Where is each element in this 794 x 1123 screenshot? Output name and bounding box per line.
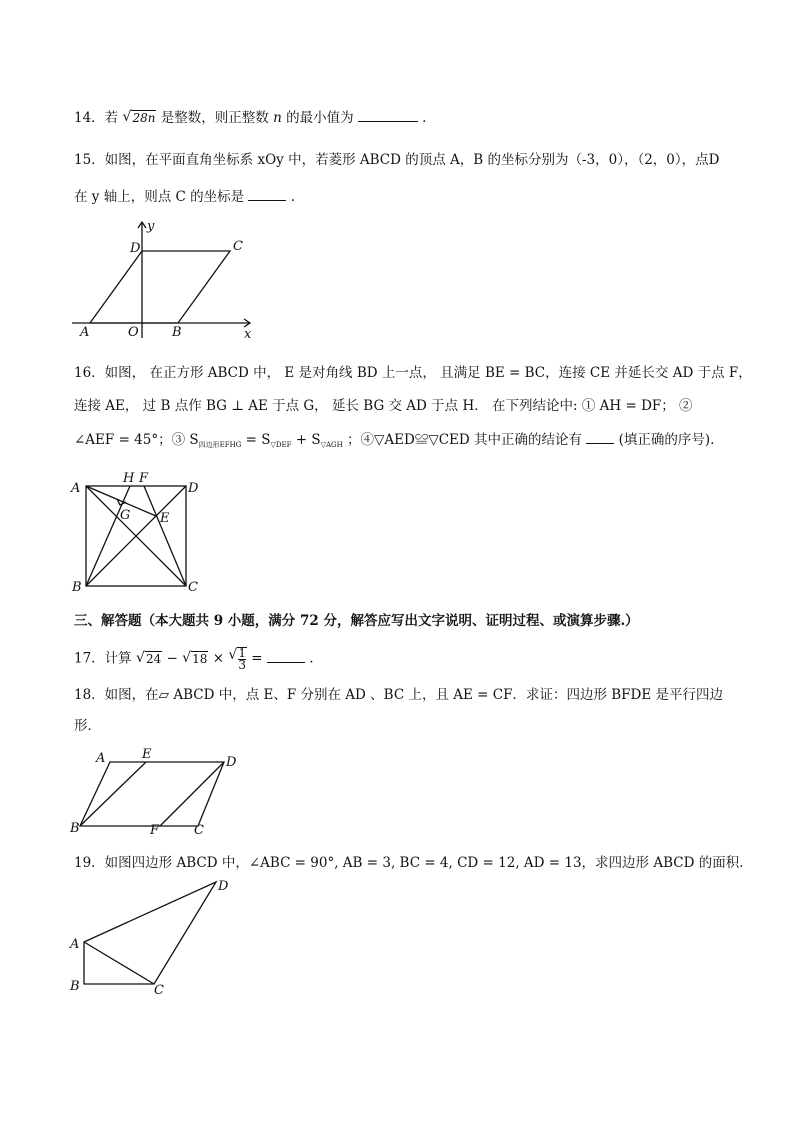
label-C: C: [154, 983, 164, 998]
label-A: A: [80, 325, 90, 340]
question-16-line3: ∠AEF = 45°；③ $S_{四边形EFHG} = S_{▽DEF} + S_{▽AGH}$ ；④▽AED≌▽CED 其中正确的结论有 (填正确的序号).: [74, 432, 715, 449]
rhombus-abcd: [90, 251, 230, 323]
quadrilateral-abcd: [84, 882, 216, 984]
label-B: B: [72, 580, 82, 595]
label-D: D: [226, 755, 237, 770]
label-F: F: [139, 471, 149, 486]
figure-16-square: [70, 466, 210, 596]
label-F: F: [150, 823, 160, 838]
label-H: H: [123, 471, 135, 486]
question-15-line2: 在 y 轴上，则点 C 的坐标是 .: [74, 189, 296, 205]
label-E: E: [142, 747, 152, 762]
q17-answer-blank[interactable]: [267, 649, 305, 663]
diagonal-ac: [84, 942, 154, 984]
label-O: O: [128, 325, 139, 340]
question-19: 19．如图四边形 ABCD 中，∠ABC = 90°, AB = 3, BC = 4, CD = 12, AD = 13，求四边形 ABCD 的面积．: [74, 855, 753, 871]
line-cf: [144, 486, 186, 586]
label-A: A: [71, 481, 81, 496]
q14-radical: √ 28n: [122, 109, 156, 127]
label-D: D: [218, 879, 229, 894]
figure-15-coordinate-rhombus: [72, 218, 262, 343]
q16-answer-blank[interactable]: [586, 430, 614, 444]
q14-answer-blank[interactable]: [358, 108, 418, 122]
label-C: C: [194, 823, 204, 838]
label-B: B: [70, 979, 80, 994]
label-E: E: [160, 511, 170, 526]
question-18-line2: 形．: [74, 718, 101, 734]
question-16-line2: 连接 AE， 过 B 点作 BG ⊥ AE 于点 G， 延长 BG 交 AD 于点 H． 在下列结论中: ① AH = DF； ②: [74, 398, 693, 414]
question-18-line1: 18．如图，在▱ ABCD 中，点 E、F 分别在 AD 、BC 上，且 AE = CF．求证：四边形 BFDE 是平行四边: [74, 687, 724, 703]
label-x: x: [244, 327, 252, 342]
label-y: y: [147, 219, 155, 234]
line-fd: [160, 762, 224, 826]
label-D: D: [130, 241, 141, 256]
label-B: B: [172, 325, 182, 340]
label-D: D: [188, 481, 199, 496]
label-A: A: [70, 937, 80, 952]
q14-end: 的最小值为: [286, 110, 354, 126]
figure-19-quadrilateral: [66, 876, 246, 1000]
label-C: C: [188, 580, 198, 595]
q15-answer-blank[interactable]: [248, 187, 286, 201]
parallelogram-abcd: [80, 762, 224, 826]
question-16-line1: 16．如图， 在正方形 ABCD 中， E 是对角线 BD 上一点， 且满足 BE = BC，连接 CE 并延长交 AD 于点 F，: [74, 365, 752, 381]
q14-var: n: [273, 110, 282, 126]
q14-prefix: 14．若: [74, 110, 119, 126]
line-bh: [86, 486, 130, 586]
label-G: G: [120, 508, 131, 523]
section-3-heading: 三、解答题（本大题共 9 小题，满分 72 分，解答应写出文字说明、证明过程、或演算步骤.）: [74, 613, 639, 629]
label-C: C: [233, 239, 243, 254]
line-be: [80, 762, 146, 826]
question-14: 14．若 √ 28n 是整数，则正整数 n 的最小值为 .: [74, 108, 426, 127]
question-15-line1: 15．如图，在平面直角坐标系 xOy 中，若菱形 ABCD 的顶点 A，B 的坐标分别为（-3，0），（2，0），点D: [74, 152, 720, 168]
label-B: B: [70, 821, 80, 836]
figure-18-parallelogram: [68, 746, 248, 838]
question-17: 17．计算 √ 24 − √ 18 × √ $\frac{1}{3}$ = .: [74, 647, 314, 671]
q14-text: 是整数，则正整数: [160, 110, 269, 126]
label-A: A: [96, 751, 106, 766]
